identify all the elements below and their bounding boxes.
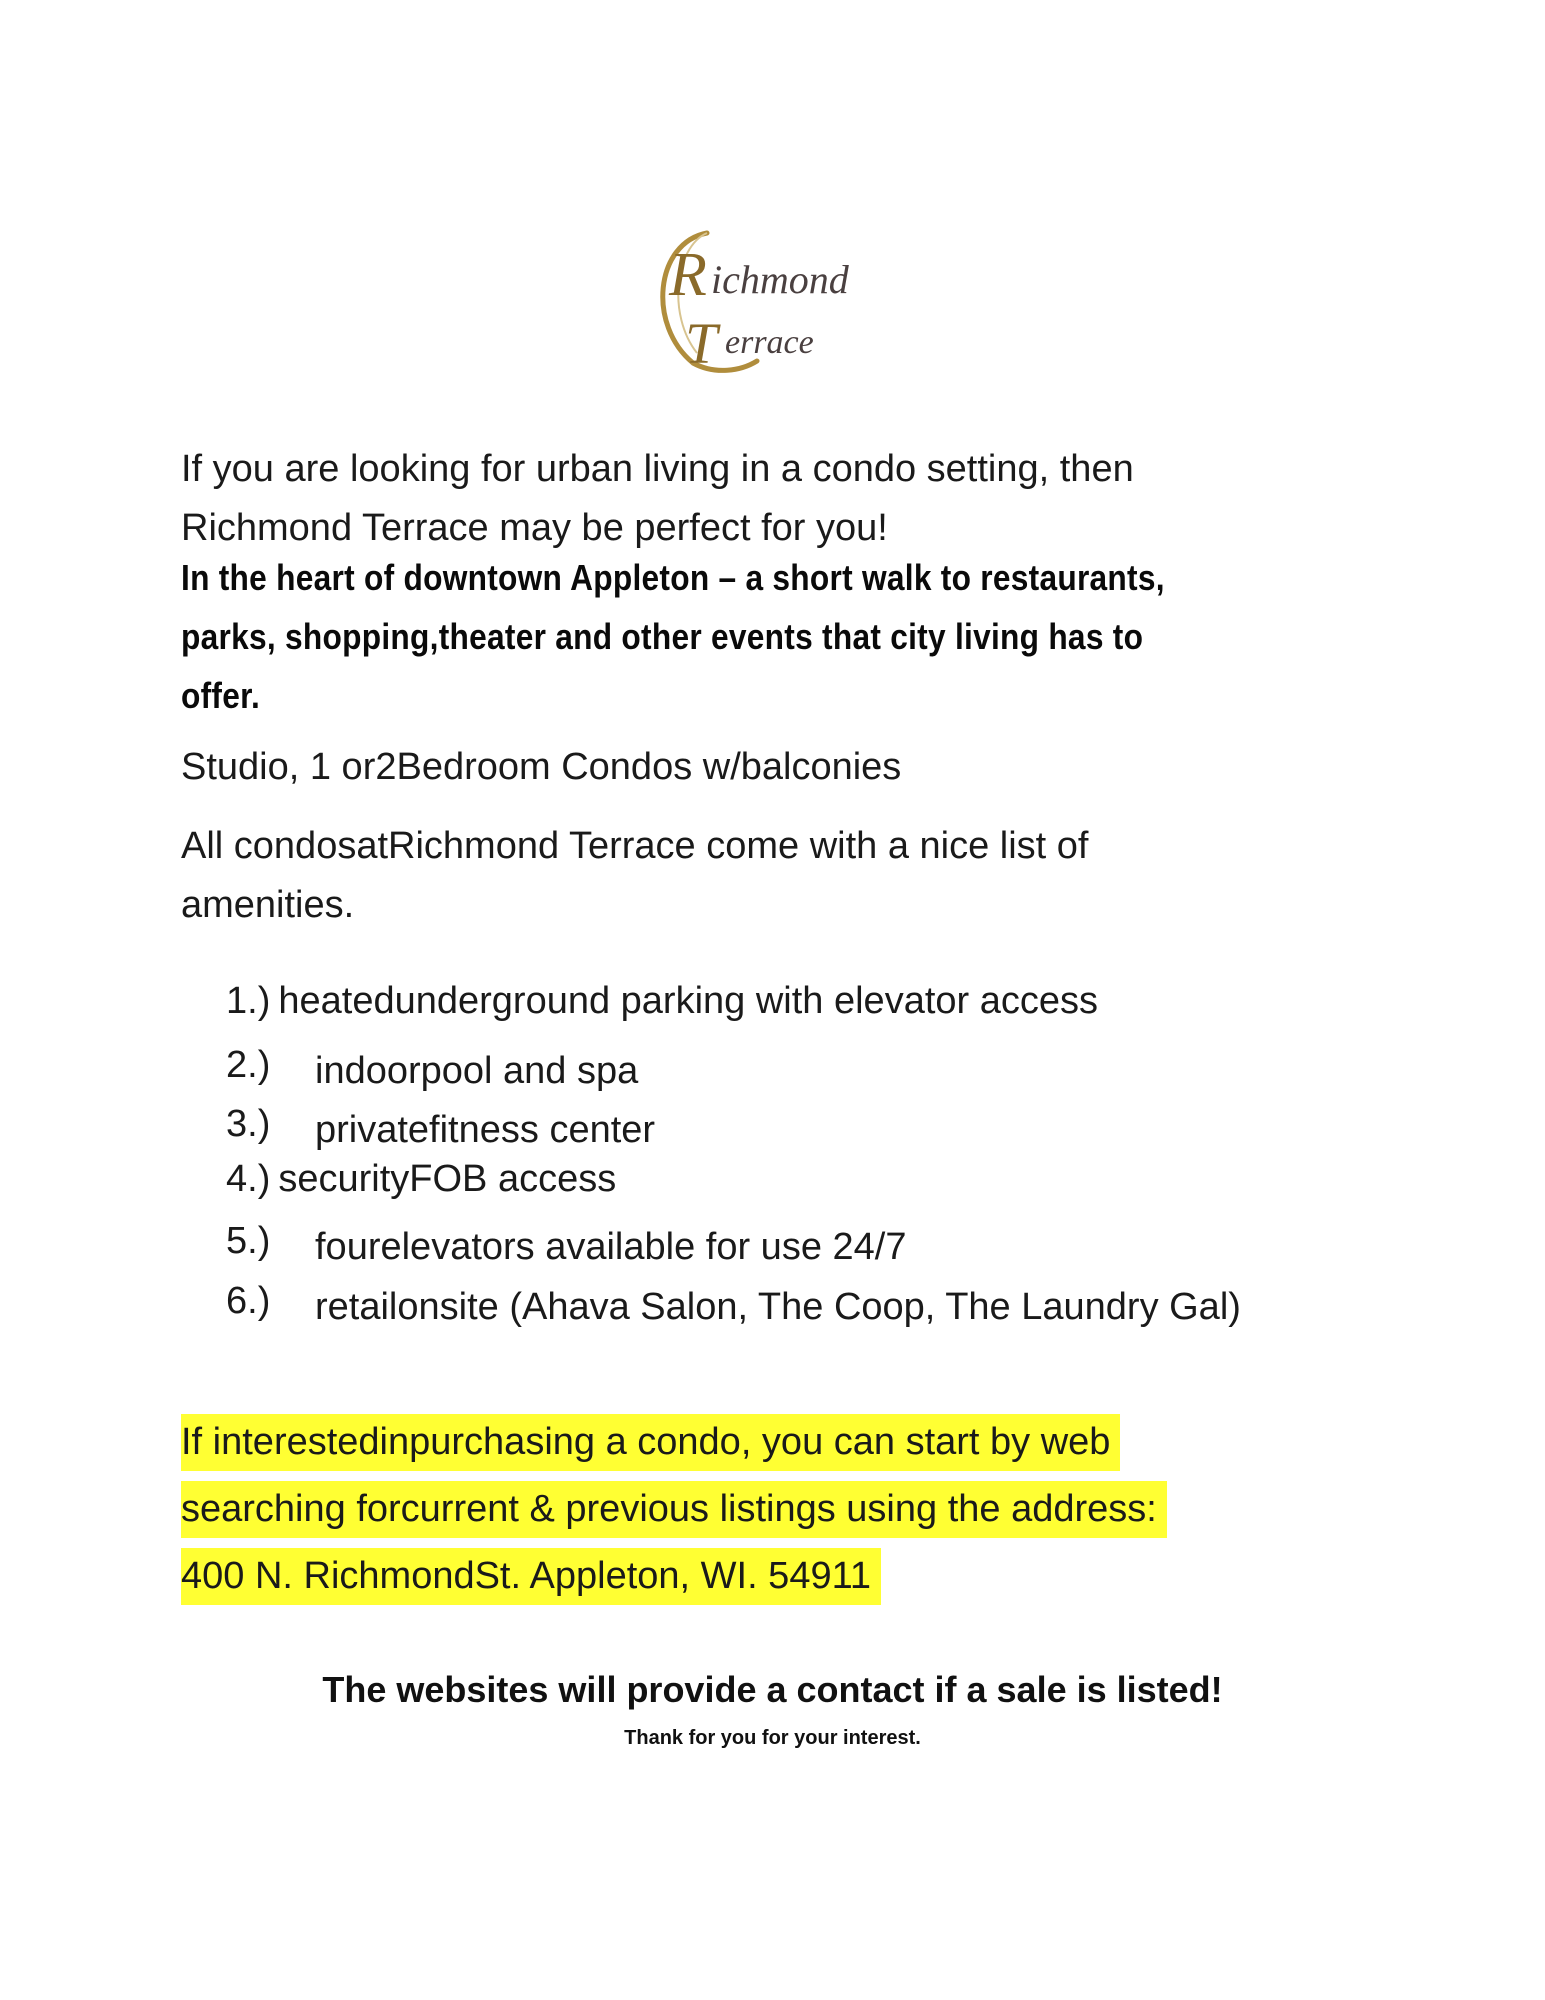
richmond-terrace-logo [645, 225, 895, 375]
units-line: Studio, 1 or2Bedroom Condos w/balconies [181, 746, 902, 788]
location-paragraph [181, 548, 1165, 725]
list-item [226, 976, 1098, 1026]
location-line-2: parks, shopping,theater and other events that city living has to [181, 616, 1144, 657]
location-line-1: In the heart of downtown Appleton – a short walk to restaurants, [181, 557, 1165, 598]
amenities-intro-line-2: amenities. [181, 884, 355, 926]
logo-emblem [645, 225, 895, 375]
websites-note: The websites will provide a contact if a sale is listed! [322, 1669, 1223, 1710]
list-item [226, 1040, 639, 1092]
list-item-text: heatedunderground parking with elevator access [278, 980, 1098, 1022]
intro-line-2: Richmond Terrace may be perfect for you! [181, 507, 888, 549]
list-item-text: privatefitness center [315, 1109, 656, 1151]
logo-initial-r: R [669, 241, 707, 309]
thank-you-note: Thank for you for your interest. [624, 1727, 921, 1749]
list-item-text: fourelevators available for use 24/7 [315, 1226, 907, 1268]
logo-initial-t: T [685, 311, 718, 375]
amenities-intro [181, 817, 1089, 935]
purchase-line-2: searching forcurrent & previous listings using the address: [181, 1481, 1167, 1538]
logo-word-richmond: ichmond [711, 257, 849, 302]
purchase-address: 400 N. RichmondSt. Appleton, WI. 54911 [181, 1548, 881, 1605]
list-item-text: indoorpool and spa [315, 1050, 639, 1092]
logo-word-terrace: errace [725, 324, 814, 361]
list-item-text: retailonsite (Ahava Salon, The Coop, The Laundry Gal) [315, 1286, 1241, 1328]
list-item-text: securityFOB access [278, 1158, 617, 1200]
list-item-number: 1.) [226, 980, 271, 1022]
list-item-number: 6.) [226, 1280, 271, 1322]
purchase-line-1: If interestedinpurchasing a condo, you can start by web [181, 1414, 1120, 1471]
list-item [226, 1154, 616, 1204]
amenities-intro-line-1: All condosatRichmond Terrace come with a nice list of [181, 825, 1089, 867]
list-item [226, 1216, 907, 1268]
intro-line-1: If you are looking for urban living in a condo setting, then [181, 448, 1134, 490]
intro-paragraph [181, 440, 1134, 558]
list-item-number: 3.) [226, 1103, 271, 1145]
list-item-number: 5.) [226, 1220, 271, 1262]
list-item [226, 1099, 656, 1151]
location-line-3: offer. [181, 675, 261, 716]
list-item-number: 4.) [226, 1158, 271, 1200]
list-item [226, 1276, 1241, 1328]
list-item-number: 2.) [226, 1044, 271, 1086]
